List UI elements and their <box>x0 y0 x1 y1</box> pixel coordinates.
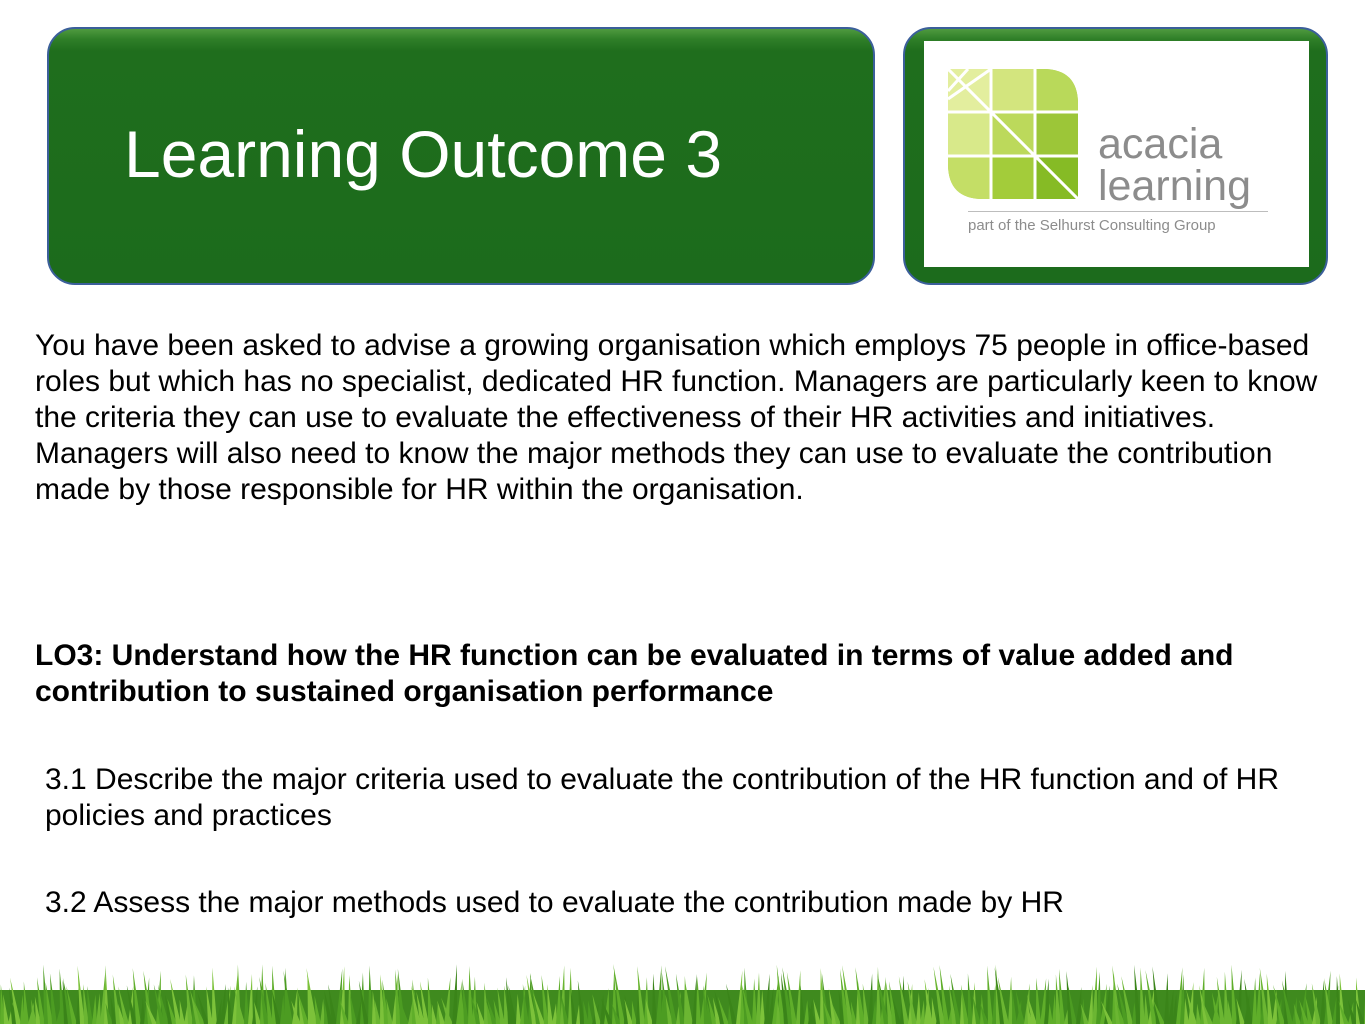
logo-word-learning: learning <box>1098 162 1251 210</box>
assessment-criterion-3-2: 3.2 Assess the major methods used to evaluate the contribution made by HR <box>45 886 1064 919</box>
scenario-paragraph: You have been asked to advise a growing organisation which employs 75 people in office-based roles but which has no specialist, dedicated HR function. Managers are particularly keen to know the criteria they can use to evaluate the effectiveness of their HR activities and initiatives. Managers will also need to know the major methods they can use to evaluate the contribution made by those responsible for HR within the organisation. <box>35 329 1318 506</box>
logo-word-acacia: acacia <box>1098 120 1223 168</box>
assessment-criterion-3-1: 3.1 Describe the major criteria used to evaluate the contribution of the HR function and of HR policies and practices <box>45 763 1279 832</box>
logo-tagline: part of the Selhurst Consulting Group <box>968 217 1216 234</box>
learning-outcome-heading: LO3: Understand how the HR function can be evaluated in terms of value added and contribution to sustained organisation performance <box>35 639 1234 708</box>
acacia-leaf-logo-icon <box>948 69 1078 199</box>
title-banner <box>47 27 875 285</box>
logo-card <box>924 41 1309 267</box>
logo-divider <box>968 211 1268 212</box>
grass-border-decoration <box>0 960 1365 1024</box>
logo-panel <box>903 27 1328 285</box>
page-title: Learning Outcome 3 <box>124 117 723 191</box>
